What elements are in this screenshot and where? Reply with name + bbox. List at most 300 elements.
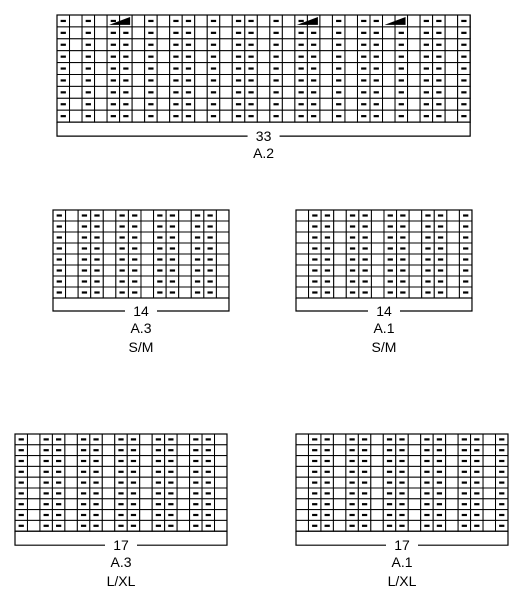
purl-symbol — [336, 103, 341, 105]
chart-cell — [296, 210, 309, 221]
purl-symbol — [436, 67, 441, 69]
purl-symbol — [111, 115, 116, 117]
chart-cell — [157, 86, 170, 98]
chart-cell — [65, 466, 77, 477]
purl-symbol — [400, 258, 405, 260]
chart-cell — [132, 27, 145, 39]
purl-symbol — [248, 44, 253, 46]
purl-symbol — [438, 258, 443, 260]
purl-symbol — [349, 514, 354, 516]
chart-cell — [296, 221, 309, 232]
chart-cell — [103, 265, 116, 276]
chart-cell — [371, 499, 383, 510]
purl-symbol — [123, 67, 128, 69]
chart-cell — [446, 510, 458, 521]
purl-symbol — [56, 449, 61, 451]
purl-symbol — [57, 280, 62, 282]
chart-cell — [282, 110, 295, 122]
chart-cell — [447, 265, 460, 276]
purl-symbol — [57, 291, 62, 293]
chart-cell — [66, 276, 79, 287]
purl-symbol — [170, 269, 175, 271]
chart-a1-sm — [296, 210, 472, 355]
purl-symbol — [56, 460, 61, 462]
chart-cell — [215, 466, 227, 477]
purl-symbol — [336, 56, 341, 58]
chart-cell — [345, 86, 358, 98]
purl-symbol — [350, 236, 355, 238]
purl-symbol — [499, 525, 504, 527]
purl-symbol — [424, 20, 429, 22]
chart-name-label: A.1 — [373, 320, 395, 336]
purl-symbol — [436, 56, 441, 58]
purl-symbol — [131, 514, 136, 516]
chart-cell — [333, 434, 345, 445]
purl-symbol — [336, 20, 341, 22]
purl-symbol — [82, 236, 87, 238]
purl-symbol — [131, 503, 136, 505]
chart-cell — [483, 520, 495, 531]
chart-cell — [483, 488, 495, 499]
purl-symbol — [119, 269, 124, 271]
purl-symbol — [437, 492, 442, 494]
purl-symbol — [336, 44, 341, 46]
purl-symbol — [273, 79, 278, 81]
purl-symbol — [462, 438, 467, 440]
chart-cell — [141, 243, 154, 254]
purl-symbol — [438, 236, 443, 238]
purl-symbol — [131, 492, 136, 494]
chart-cell — [257, 86, 270, 98]
chart-cell — [195, 39, 208, 51]
chart-cell — [66, 221, 79, 232]
purl-symbol — [193, 471, 198, 473]
purl-symbol — [399, 103, 404, 105]
purl-symbol — [388, 214, 393, 216]
purl-symbol — [148, 44, 153, 46]
purl-symbol — [311, 56, 316, 58]
purl-symbol — [325, 503, 330, 505]
purl-symbol — [400, 247, 405, 249]
purl-symbol — [374, 56, 379, 58]
chart-cell — [371, 488, 383, 499]
chart-cell — [408, 477, 420, 488]
purl-symbol — [61, 103, 66, 105]
purl-symbol — [195, 225, 200, 227]
chart-cell — [371, 520, 383, 531]
chart-cell — [320, 86, 333, 98]
chart-cell — [371, 434, 383, 445]
chart-cell — [132, 39, 145, 51]
purl-symbol — [273, 56, 278, 58]
chart-cell — [447, 232, 460, 243]
purl-symbol — [387, 449, 392, 451]
purl-symbol — [19, 438, 24, 440]
chart-cell — [216, 254, 229, 265]
chart-cell — [409, 232, 422, 243]
chart-cell — [409, 265, 422, 276]
chart-name-label: A.1 — [391, 554, 413, 571]
purl-symbol — [362, 291, 367, 293]
chart-cell — [157, 75, 170, 87]
purl-symbol — [499, 460, 504, 462]
chart-cell — [383, 39, 396, 51]
purl-symbol — [170, 280, 175, 282]
purl-symbol — [312, 269, 317, 271]
purl-symbol — [311, 79, 316, 81]
purl-symbol — [94, 269, 99, 271]
purl-symbol — [123, 91, 128, 93]
purl-symbol — [387, 438, 392, 440]
purl-symbol — [206, 482, 211, 484]
purl-symbol — [350, 280, 355, 282]
chart-cell — [141, 232, 154, 243]
chart-cell — [383, 98, 396, 110]
purl-symbol — [61, 91, 66, 93]
purl-symbol — [44, 492, 49, 494]
purl-symbol — [111, 67, 116, 69]
purl-symbol — [81, 460, 86, 462]
purl-symbol — [474, 471, 479, 473]
purl-symbol — [362, 269, 367, 271]
purl-symbol — [325, 438, 330, 440]
purl-symbol — [195, 280, 200, 282]
purl-symbol — [311, 115, 316, 117]
purl-symbol — [374, 44, 379, 46]
chart-cell — [408, 63, 421, 75]
purl-symbol — [437, 514, 442, 516]
purl-symbol — [148, 103, 153, 105]
purl-symbol — [61, 32, 66, 34]
chart-cell — [447, 254, 460, 265]
stitch-count-label: 17 — [113, 537, 129, 554]
purl-symbol — [349, 471, 354, 473]
purl-symbol — [387, 503, 392, 505]
purl-symbol — [131, 471, 136, 473]
purl-symbol — [388, 236, 393, 238]
chart-cell — [383, 51, 396, 63]
purl-symbol — [93, 438, 98, 440]
purl-symbol — [186, 91, 191, 93]
purl-symbol — [173, 44, 178, 46]
purl-symbol — [156, 449, 161, 451]
purl-symbol — [118, 482, 123, 484]
purl-symbol — [424, 115, 429, 117]
purl-symbol — [273, 44, 278, 46]
purl-symbol — [195, 236, 200, 238]
purl-symbol — [236, 115, 241, 117]
purl-symbol — [81, 503, 86, 505]
purl-symbol — [44, 449, 49, 451]
purl-symbol — [350, 214, 355, 216]
chart-cell — [408, 86, 421, 98]
purl-symbol — [168, 438, 173, 440]
purl-symbol — [82, 269, 87, 271]
purl-symbol — [273, 67, 278, 69]
chart-cell — [483, 434, 495, 445]
chart-cell — [445, 86, 458, 98]
purl-symbol — [437, 460, 442, 462]
purl-symbol — [118, 514, 123, 516]
purl-symbol — [94, 280, 99, 282]
chart-cell — [320, 98, 333, 110]
chart-cell — [446, 434, 458, 445]
purl-symbol — [93, 514, 98, 516]
chart-cell — [220, 86, 233, 98]
purl-symbol — [93, 525, 98, 527]
chart-cell — [102, 488, 114, 499]
chart-cell — [445, 75, 458, 87]
purl-symbol — [374, 20, 379, 22]
chart-cell — [483, 466, 495, 477]
chart-cell — [70, 15, 83, 27]
chart-cell — [371, 221, 384, 232]
purl-symbol — [299, 56, 304, 58]
purl-symbol — [170, 247, 175, 249]
purl-symbol — [462, 460, 467, 462]
chart-cell — [157, 110, 170, 122]
purl-symbol — [474, 460, 479, 462]
purl-symbol — [425, 269, 430, 271]
purl-symbol — [312, 438, 317, 440]
purl-symbol — [436, 20, 441, 22]
purl-symbol — [387, 514, 392, 516]
purl-symbol — [325, 247, 330, 249]
purl-symbol — [388, 280, 393, 282]
purl-symbol — [56, 503, 61, 505]
purl-symbol — [111, 79, 116, 81]
purl-symbol — [44, 482, 49, 484]
purl-symbol — [248, 20, 253, 22]
purl-symbol — [168, 514, 173, 516]
chart-cell — [408, 499, 420, 510]
purl-symbol — [193, 525, 198, 527]
chart-cell — [95, 63, 108, 75]
chart-cell — [447, 287, 460, 298]
purl-symbol — [312, 503, 317, 505]
purl-symbol — [57, 269, 62, 271]
chart-cell — [220, 27, 233, 39]
purl-symbol — [195, 214, 200, 216]
chart-cell — [132, 110, 145, 122]
chart-cell — [102, 477, 114, 488]
purl-symbol — [236, 67, 241, 69]
chart-cell — [257, 63, 270, 75]
purl-symbol — [374, 79, 379, 81]
purl-symbol — [82, 280, 87, 282]
purl-symbol — [157, 236, 162, 238]
purl-symbol — [206, 503, 211, 505]
chart-cell — [27, 520, 39, 531]
chart-cell — [446, 488, 458, 499]
purl-symbol — [93, 482, 98, 484]
chart-cell — [371, 445, 383, 456]
purl-symbol — [86, 91, 91, 93]
chart-cell — [383, 110, 396, 122]
chart-cell — [177, 466, 189, 477]
chart-cell — [446, 456, 458, 467]
chart-cell — [371, 254, 384, 265]
chart-cell — [70, 98, 83, 110]
purl-symbol — [399, 56, 404, 58]
chart-cell — [27, 488, 39, 499]
stitch-count-label: 17 — [394, 537, 410, 554]
purl-symbol — [349, 503, 354, 505]
purl-symbol — [436, 79, 441, 81]
chart-cell — [141, 276, 154, 287]
chart-cell — [157, 98, 170, 110]
chart-cell — [27, 510, 39, 521]
chart-cell — [215, 520, 227, 531]
purl-symbol — [193, 492, 198, 494]
chart-cell — [320, 51, 333, 63]
chart-cell — [215, 434, 227, 445]
chart-cell — [334, 254, 347, 265]
purl-symbol — [132, 291, 137, 293]
purl-symbol — [168, 503, 173, 505]
chart-cell — [483, 499, 495, 510]
purl-symbol — [425, 225, 430, 227]
purl-symbol — [350, 225, 355, 227]
purl-symbol — [44, 503, 49, 505]
purl-symbol — [325, 525, 330, 527]
purl-symbol — [349, 449, 354, 451]
purl-symbol — [474, 525, 479, 527]
chart-cell — [140, 488, 152, 499]
purl-symbol — [424, 492, 429, 494]
purl-symbol — [424, 44, 429, 46]
purl-symbol — [207, 225, 212, 227]
purl-symbol — [193, 503, 198, 505]
chart-cell — [216, 221, 229, 232]
chart-cell — [66, 210, 79, 221]
purl-symbol — [156, 438, 161, 440]
purl-symbol — [56, 525, 61, 527]
chart-cell — [65, 488, 77, 499]
chart-cell — [177, 488, 189, 499]
chart-cell — [65, 434, 77, 445]
purl-symbol — [119, 225, 124, 227]
purl-symbol — [157, 258, 162, 260]
chart-cell — [446, 466, 458, 477]
purl-symbol — [349, 492, 354, 494]
chart-cell — [70, 27, 83, 39]
chart-cell — [345, 110, 358, 122]
chart-cell — [140, 466, 152, 477]
purl-symbol — [94, 214, 99, 216]
chart-cell — [102, 445, 114, 456]
purl-symbol — [170, 258, 175, 260]
purl-symbol — [61, 56, 66, 58]
purl-symbol — [499, 514, 504, 516]
chart-cell — [177, 445, 189, 456]
purl-symbol — [168, 471, 173, 473]
chart-cell — [408, 520, 420, 531]
purl-symbol — [168, 460, 173, 462]
purl-symbol — [474, 449, 479, 451]
purl-symbol — [211, 67, 216, 69]
purl-symbol — [173, 32, 178, 34]
chart-cell — [320, 27, 333, 39]
purl-symbol — [399, 449, 404, 451]
chart-cell — [257, 27, 270, 39]
purl-symbol — [325, 258, 330, 260]
chart-cell — [408, 98, 421, 110]
purl-symbol — [336, 91, 341, 93]
purl-symbol — [361, 20, 366, 22]
purl-symbol — [206, 492, 211, 494]
purl-symbol — [93, 471, 98, 473]
purl-symbol — [236, 79, 241, 81]
purl-symbol — [362, 525, 367, 527]
purl-symbol — [424, 56, 429, 58]
purl-symbol — [86, 44, 91, 46]
purl-symbol — [44, 438, 49, 440]
chart-cell — [334, 221, 347, 232]
purl-symbol — [336, 32, 341, 34]
purl-symbol — [312, 492, 317, 494]
purl-symbol — [349, 525, 354, 527]
purl-symbol — [374, 103, 379, 105]
purl-symbol — [424, 449, 429, 451]
chart-cell — [446, 520, 458, 531]
chart-cell — [132, 98, 145, 110]
purl-symbol — [424, 514, 429, 516]
purl-symbol — [157, 269, 162, 271]
chart-cell — [141, 265, 154, 276]
chart-cell — [334, 287, 347, 298]
chart-a1-lxl — [296, 434, 508, 589]
purl-symbol — [438, 280, 443, 282]
purl-symbol — [399, 115, 404, 117]
chart-cell — [195, 15, 208, 27]
purl-symbol — [19, 449, 24, 451]
purl-symbol — [462, 514, 467, 516]
chart-cell — [383, 27, 396, 39]
purl-symbol — [44, 460, 49, 462]
chart-cell — [333, 445, 345, 456]
chart-cell — [296, 510, 308, 521]
purl-symbol — [463, 269, 468, 271]
chart-cell — [282, 98, 295, 110]
chart-cell — [409, 243, 422, 254]
purl-symbol — [399, 482, 404, 484]
purl-symbol — [399, 91, 404, 93]
purl-symbol — [19, 471, 24, 473]
purl-symbol — [325, 236, 330, 238]
purl-symbol — [173, 103, 178, 105]
purl-symbol — [299, 79, 304, 81]
chart-cell — [445, 15, 458, 27]
purl-symbol — [236, 91, 241, 93]
purl-symbol — [400, 225, 405, 227]
purl-symbol — [463, 247, 468, 249]
purl-symbol — [206, 460, 211, 462]
chart-cell — [408, 488, 420, 499]
chart-cell — [483, 456, 495, 467]
purl-symbol — [474, 492, 479, 494]
chart-cell — [445, 98, 458, 110]
purl-symbol — [462, 525, 467, 527]
purl-symbol — [111, 20, 116, 22]
chart-cell — [408, 39, 421, 51]
chart-cell — [282, 51, 295, 63]
chart-cell — [409, 287, 422, 298]
chart-cell — [296, 445, 308, 456]
chart-cell — [333, 510, 345, 521]
purl-symbol — [499, 471, 504, 473]
chart-cell — [383, 86, 396, 98]
